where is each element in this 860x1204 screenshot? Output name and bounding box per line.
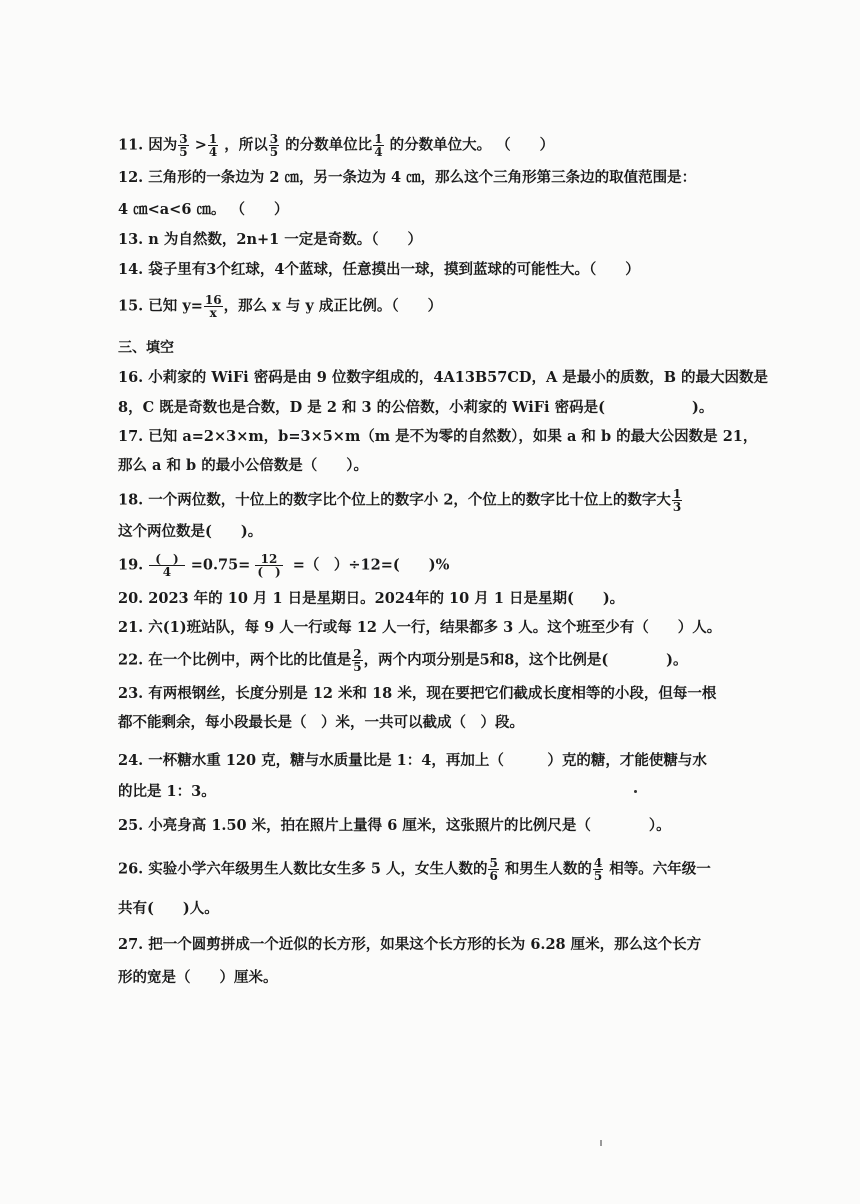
q11-f1-numerator: 3 bbox=[179, 132, 188, 146]
question-22 bbox=[118, 648, 800, 673]
q26-text-a: 26. 实验小学六年级男生人数比女生多 5 人，女生人数的 bbox=[118, 860, 488, 878]
q15-fraction bbox=[204, 294, 223, 319]
q22-text-a: 22. 在一个比例中，两个比的比值是 bbox=[118, 651, 352, 669]
question-14: 14. 袋子里有3个红球，4个蓝球，任意摸出一球，摸到蓝球的可能性大。（ ） bbox=[118, 261, 640, 278]
q26-f2-denominator: 5 bbox=[593, 869, 603, 883]
question-24-line-1: 24. 一杯糖水重 120 克，糖与水质量比是 1：4，再加上（ ）克的糖，才能使糖与水 bbox=[118, 752, 707, 769]
q18-numerator: 1 bbox=[672, 487, 682, 501]
q11-f1-denominator: 5 bbox=[179, 145, 188, 159]
q15-text-b: ，那么 x 与 y 成正比例。（ ） bbox=[223, 297, 443, 315]
q26-f1-denominator: 6 bbox=[489, 869, 498, 883]
q11-f2-denominator: 4 bbox=[208, 145, 218, 159]
scan-speck bbox=[634, 790, 637, 793]
q18-fraction bbox=[672, 488, 682, 513]
question-17-line-2: 那么 a 和 b 的最小公倍数是（ ）。 bbox=[118, 457, 368, 474]
question-21: 21. 六(1)班站队，每 9 人一行或每 12 人一行，结果都多 3 人。这个班至少有（ ）人。 bbox=[118, 619, 722, 636]
q11-text-b: ，所以 bbox=[219, 136, 268, 154]
q15-text-a: 15. 已知 y= bbox=[118, 297, 203, 315]
question-16-line-1: 16. 小莉家的 WiFi 密码是由 9 位数字组成的，4A13B57CD，A 是最小的质数，B 的最大因数是 bbox=[118, 369, 769, 386]
question-20: 20. 2023 年的 10 月 1 日是星期日。2024年的 10 月 1 日是星期( )。 bbox=[118, 590, 625, 607]
q11-fraction-3 bbox=[269, 133, 279, 158]
q19-text-a: 19. bbox=[118, 556, 144, 574]
question-23-line-1: 23. 有两根钢丝，长度分别是 12 米和 18 米，现在要把它们截成长度相等的小段，但每一根 bbox=[118, 685, 717, 702]
q19-f1-numerator: ( ) bbox=[149, 553, 184, 566]
q19-f1-denominator: 4 bbox=[162, 565, 172, 579]
question-18-line-2: 这个两位数是( )。 bbox=[118, 523, 263, 540]
q26-text-c: 相等。六年级一 bbox=[604, 860, 711, 878]
q19-f2-numerator: 12 bbox=[255, 553, 284, 566]
q15-denominator: x bbox=[209, 306, 217, 320]
q11-f3-numerator: 3 bbox=[269, 132, 279, 146]
question-24-line-2: 的比是 1：3。 bbox=[118, 783, 216, 800]
q26-f2-numerator: 4 bbox=[593, 856, 603, 870]
q26-fraction-2 bbox=[593, 857, 603, 882]
q26-fraction-1 bbox=[488, 857, 498, 882]
question-18-line-1 bbox=[118, 488, 800, 513]
q19-text-b: =0.75= bbox=[185, 556, 251, 574]
question-23-line-2: 都不能剩余，每小段最长是（ ）米，一共可以截成（ ）段。 bbox=[118, 714, 524, 731]
question-12-line-1: 12. 三角形的一条边为 2 ㎝，另一条边为 4 ㎝，那么这个三角形第三条边的取值范围是： bbox=[118, 169, 697, 186]
question-13: 13. n 为自然数，2n+1 一定是奇数。（ ） bbox=[118, 231, 423, 248]
question-27-line-1: 27. 把一个圆剪拼成一个近似的长方形，如果这个长方形的长为 6.28 厘米，那么这个长方 bbox=[118, 936, 702, 953]
q26-text-b: 和男生人数的 bbox=[499, 860, 592, 878]
question-26-line-1 bbox=[118, 857, 800, 882]
question-25: 25. 小亮身高 1.50 米，拍在照片上量得 6 厘米，这张照片的比例尺是（ ）。 bbox=[118, 817, 671, 834]
question-17-line-1: 17. 已知 a=2×3×m，b=3×5×m（m 是不为零的自然数），如果 a 和 b 的最大公因数是 21， bbox=[118, 428, 758, 445]
q19-text-c: =（ ）÷12=( )% bbox=[287, 556, 450, 574]
q19-f2-denominator: ( ) bbox=[257, 565, 281, 579]
q22-fraction bbox=[352, 648, 362, 673]
q18-denominator: 3 bbox=[672, 500, 682, 514]
question-26-line-2: 共有( )人。 bbox=[118, 900, 219, 917]
q22-text-b: ，两个内项分别是5和8，这个比例是( )。 bbox=[363, 651, 688, 669]
q18-text-a: 18. 一个两位数，十位上的数字比个位上的数字小 2，个位上的数字比十位上的数字大 bbox=[118, 491, 671, 509]
q11-fraction-2 bbox=[208, 133, 218, 158]
q11-text-d: 的分数单位大。 （ ） bbox=[384, 136, 555, 154]
q11-fraction-1 bbox=[178, 133, 188, 158]
q19-fraction-2 bbox=[251, 553, 286, 578]
q22-numerator: 2 bbox=[353, 647, 362, 661]
q11-gt: > bbox=[189, 136, 207, 154]
q22-denominator: 5 bbox=[353, 660, 362, 674]
question-19 bbox=[118, 553, 800, 578]
section-heading: 三、填空 bbox=[118, 340, 174, 356]
q19-fraction-1 bbox=[149, 553, 184, 578]
q11-fraction-4 bbox=[373, 133, 383, 158]
q11-f4-numerator: 1 bbox=[374, 132, 383, 146]
q15-numerator: 16 bbox=[204, 293, 222, 307]
q26-f1-numerator: 5 bbox=[489, 856, 498, 870]
question-12-line-2: 4 ㎝<a<6 ㎝。 （ ） bbox=[118, 201, 289, 218]
scan-mark bbox=[600, 1140, 602, 1146]
q11-f2-numerator: 1 bbox=[208, 132, 218, 146]
q11-text-a: 11. 因为 bbox=[118, 136, 178, 154]
q11-text-c: 的分数单位比 bbox=[280, 136, 373, 154]
question-27-line-2: 形的宽是（ ）厘米。 bbox=[118, 969, 278, 986]
question-11 bbox=[118, 133, 800, 158]
q11-f4-denominator: 4 bbox=[374, 145, 383, 159]
q11-f3-denominator: 5 bbox=[269, 145, 279, 159]
question-16-line-2: 8，C 既是奇数也是合数，D 是 2 和 3 的公倍数，小莉家的 WiFi 密码是( )。 bbox=[118, 399, 714, 416]
question-15 bbox=[118, 294, 800, 319]
